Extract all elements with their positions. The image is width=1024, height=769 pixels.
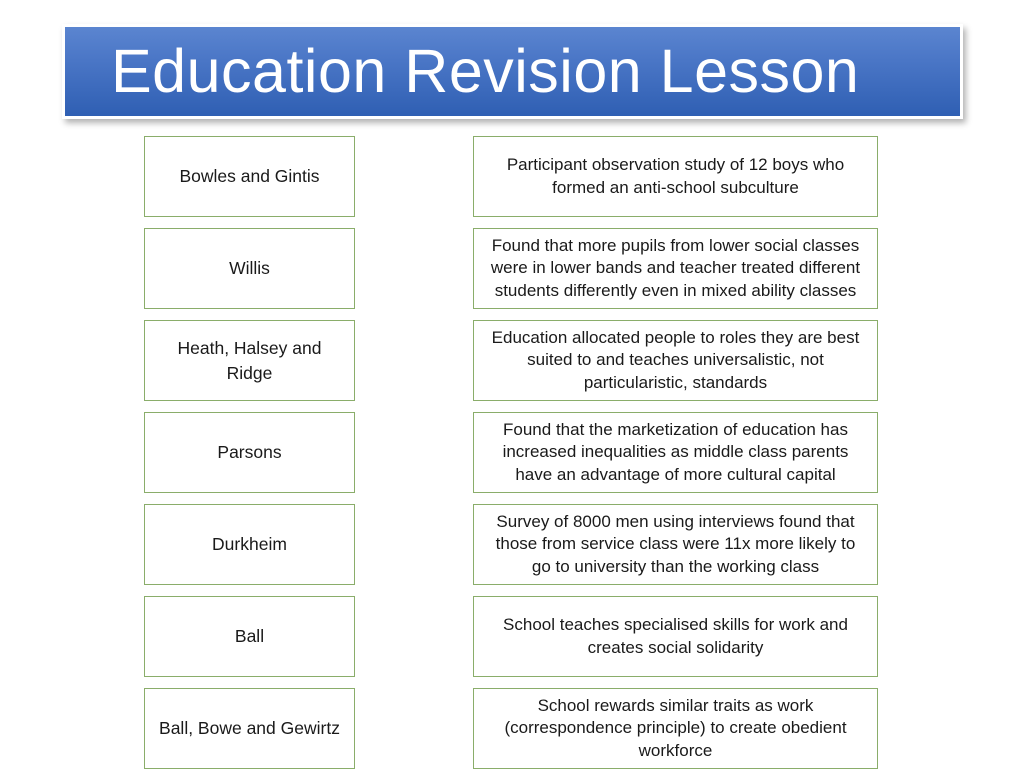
- table-row: [0, 136, 1024, 217]
- description-card[interactable]: [473, 136, 878, 217]
- theorist-label: Ball, Bowe and Gewirtz: [159, 718, 340, 739]
- theorist-card[interactable]: [144, 228, 355, 309]
- description-label: School teaches specialised skills for work and creates social solidarity: [503, 614, 848, 657]
- theorist-label: Willis: [229, 258, 270, 279]
- theorist-label: Ball: [234, 626, 265, 647]
- matching-activity-grid: [0, 136, 1024, 760]
- description-label: Found that more pupils from lower social classes were in lower bands and teacher treated different students differently even in mixed ability classes: [490, 235, 861, 300]
- description-card[interactable]: [473, 596, 878, 677]
- theorist-card[interactable]: [144, 412, 355, 493]
- slide-title-banner: [62, 24, 963, 119]
- theorist-card[interactable]: [144, 504, 355, 585]
- theorist-card[interactable]: [144, 320, 355, 401]
- description-label: Survey of 8000 men using interviews found that those from service class were 11x more likely to go to university than the working class: [495, 511, 856, 576]
- description-label: Education allocated people to roles they are best suited to and teaches universalistic, not particularistic, standards: [491, 327, 860, 392]
- description-card[interactable]: [473, 688, 878, 769]
- theorist-label: Heath, Halsey and Ridge: [177, 338, 322, 383]
- description-card[interactable]: [473, 228, 878, 309]
- table-row: [0, 320, 1024, 401]
- table-row: [0, 688, 1024, 769]
- description-label: School rewards similar traits as work (correspondence principle) to create obedient workforce: [504, 695, 847, 760]
- theorist-label: Bowles and Gintis: [179, 166, 320, 187]
- theorist-card[interactable]: [144, 596, 355, 677]
- theorist-card[interactable]: [144, 136, 355, 217]
- table-row: [0, 228, 1024, 309]
- description-card[interactable]: [473, 504, 878, 585]
- description-card[interactable]: [473, 320, 878, 401]
- page-title: Education Revision Lesson: [111, 37, 860, 105]
- description-label: Found that the marketization of education has increased inequalities as middle class parents have an advantage of more cultural capital: [502, 419, 849, 484]
- table-row: [0, 596, 1024, 677]
- table-row: [0, 412, 1024, 493]
- theorist-label: Parsons: [217, 442, 282, 463]
- theorist-card[interactable]: [144, 688, 355, 769]
- theorist-label: Durkheim: [212, 534, 287, 555]
- description-label: Participant observation study of 12 boys who formed an anti-school subculture: [506, 154, 845, 197]
- table-row: [0, 504, 1024, 585]
- description-card[interactable]: [473, 412, 878, 493]
